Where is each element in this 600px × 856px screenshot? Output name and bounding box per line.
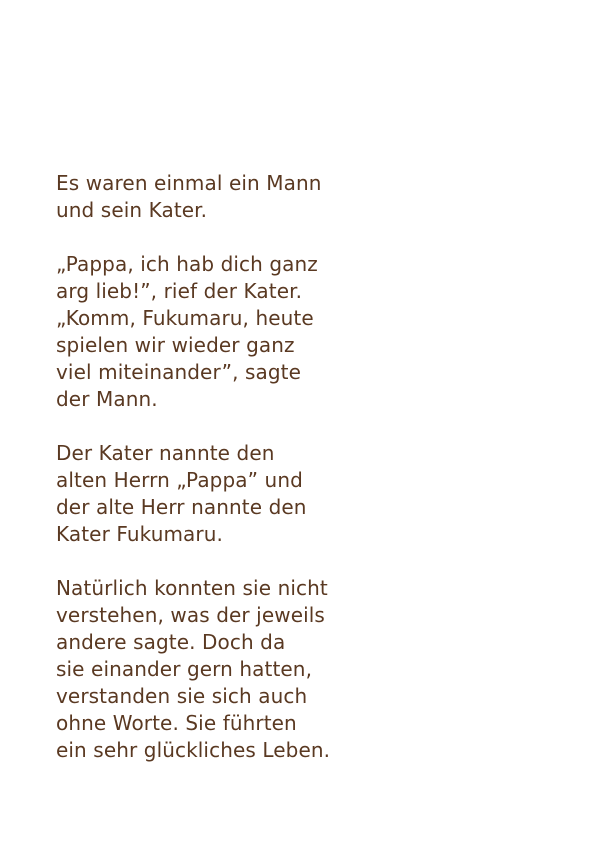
text-line: ein sehr glückliches Leben.	[56, 738, 331, 762]
text-line: „Pappa, ich hab dich ganz	[56, 252, 318, 276]
paragraph-2	[56, 251, 356, 413]
text-line: der Mann.	[56, 387, 158, 411]
text-line: Der Kater nannte den	[56, 441, 275, 465]
paragraph-4	[56, 575, 356, 764]
text-line: verstehen, was der jeweils	[56, 603, 325, 627]
text-line: „Komm, Fukumaru, heute	[56, 306, 314, 330]
text-line: sie einander gern hatten,	[56, 657, 313, 681]
text-line: spielen wir wieder ganz	[56, 333, 295, 357]
text-line: Kater Fukumaru.	[56, 522, 223, 546]
text-line: und sein Kater.	[56, 198, 208, 222]
text-line: arg lieb!”, rief der Kater.	[56, 279, 303, 303]
paragraph-1	[56, 170, 356, 224]
story-text	[56, 170, 356, 764]
text-line: der alte Herr nannte den	[56, 495, 307, 519]
text-line: Natürlich konnten sie nicht	[56, 576, 328, 600]
text-line: ohne Worte. Sie führten	[56, 711, 297, 735]
text-line: alten Herrn „Pappa” und	[56, 468, 303, 492]
text-line: Es waren einmal ein Mann	[56, 171, 322, 195]
text-line: andere sagte. Doch da	[56, 630, 286, 654]
text-line: verstanden sie sich auch	[56, 684, 308, 708]
paragraph-3	[56, 440, 356, 548]
text-line: viel miteinander”, sagte	[56, 360, 302, 384]
